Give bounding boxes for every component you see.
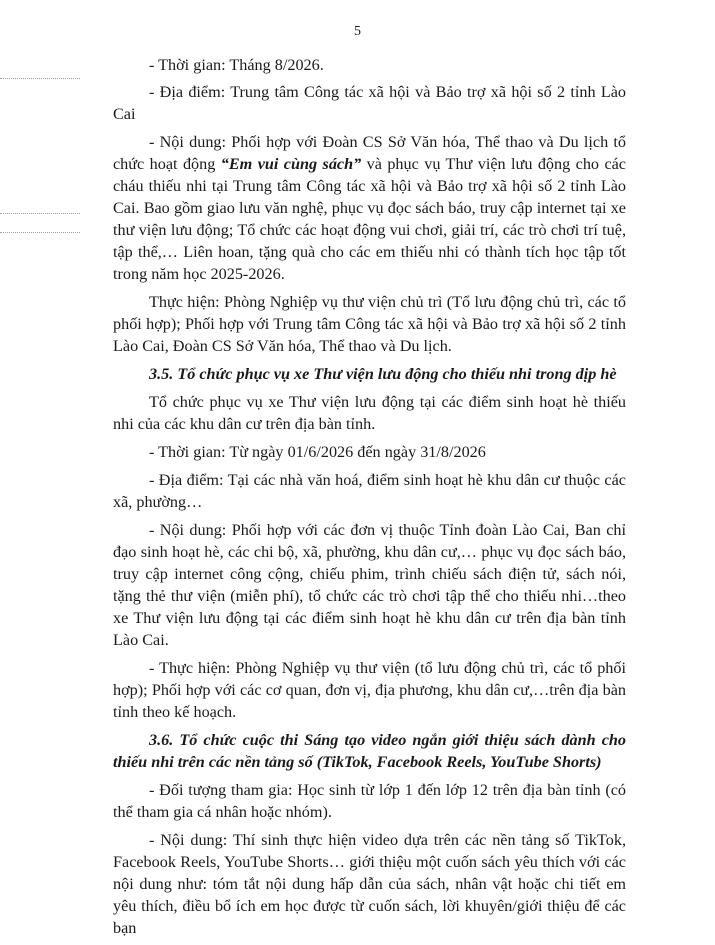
scan-artifact-line	[0, 213, 80, 214]
time-line: - Thời gian: Từ ngày 01/6/2026 đến ngày 31/8/2026	[149, 443, 486, 461]
document-body	[113, 54, 626, 945]
content-paragraph: - Nội dung: Phối hợp với các đơn vị thuộc Tỉnh đoàn Lào Cai, Ban chỉ đạo sinh hoạt hè, các chi bộ, xã, phường, khu dân cư,… phục vụ đọc sách báo, truy cập internet công cộng, chiếu phim, trình chiếu sách điện tử, sách nói, tặng thẻ thư viện (miễn phí), tổ chức các trò chơi tập thể cho thiếu nhi…theo xe Thư viện lưu động tại các điểm sinh hoạt hè khu dân cư trên địa bàn tỉnh Lào Cai.	[113, 521, 626, 649]
section-heading-3-5: 3.5. Tổ chức phục vụ xe Thư viện lưu động cho thiếu nhi trong dịp hè	[149, 365, 617, 383]
implementation-paragraph: - Thực hiện: Phòng Nghiệp vụ thư viện (tổ lưu động chủ trì, các tổ phối hợp); Phối hợp với các cơ quan, đơn vị, địa phương, khu dân cư,…trên địa bàn tỉnh theo kế hoạch.	[113, 659, 626, 721]
location-line: - Địa điểm: Trung tâm Công tác xã hội và Bảo trợ xã hội số 2 tỉnh Lào Cai	[113, 83, 626, 123]
implementation-paragraph: Thực hiện: Phòng Nghiệp vụ thư viện chủ trì (Tổ lưu động chủ trì, các tổ phối hợp); Phối hợp với Trung tâm Công tác xã hội và Bảo trợ xã hội số 2 tỉnh Lào Cai, Đoàn CS Sở Văn hóa, Thể thao và Du lịch.	[113, 293, 626, 355]
page-number: 5	[354, 24, 361, 39]
content-text: và phục vụ Thư viện lưu động cho các cháu thiếu nhi tại Trung tâm Công tác xã hội và Bảo trợ xã hội số 2 tỉnh Lào Cai. Bao gồm giao lưu văn nghệ, phục vụ đọc sách báo, truy cập internet tại xe thư viện lưu động; Tổ chức các hoạt động vui chơi, giải trí, các trò chơi trí tuệ, tập thể,… Liên hoan, tặng quà cho các em thiếu nhi có thành tích học tập tốt trong năm học 2025-2026.	[113, 155, 626, 283]
scan-artifact-line	[0, 78, 80, 79]
event-name: “Em vui cùng sách”	[220, 155, 362, 173]
content-paragraph	[113, 131, 626, 285]
section-heading-3-6: 3.6. Tổ chức cuộc thi Sáng tạo video ngắn giới thiệu sách dành cho thiếu nhi trên các nền tảng số (TikTok, Facebook Reels, YouTube Shorts)	[113, 731, 626, 771]
time-line: - Thời gian: Tháng 8/2026.	[149, 56, 324, 74]
content-text: - Nội dung: Phối hợp với Đoàn CS Sở Văn hóa, Thể thao và Du lịch tổ chức hoạt động	[113, 133, 626, 173]
participants-paragraph: - Đối tượng tham gia: Học sinh từ lớp 1 đến lớp 12 trên địa bàn tỉnh (có thể tham gia cá nhân hoặc nhóm).	[113, 781, 626, 821]
scan-artifact-line	[0, 232, 80, 233]
content-paragraph: - Nội dung: Thí sinh thực hiện video dựa trên các nền tảng số TikTok, Facebook Reels, YouTube Shorts… giới thiệu một cuốn sách yêu thích với các nội dung như: tóm tắt nội dung hấp dẫn của sách, nhân vật hoặc chi tiết em yêu thích, điều bổ ích em học được từ cuốn sách, lời khuyên/giới thiệu để các bạn	[113, 831, 626, 937]
location-line: - Địa điểm: Tại các nhà văn hoá, điểm sinh hoạt hè khu dân cư thuộc các xã, phường…	[113, 471, 626, 511]
body-paragraph: Tổ chức phục vụ xe Thư viện lưu động tại các điểm sinh hoạt hè thiếu nhi của các khu dân cư trên địa bàn tỉnh.	[113, 393, 626, 433]
